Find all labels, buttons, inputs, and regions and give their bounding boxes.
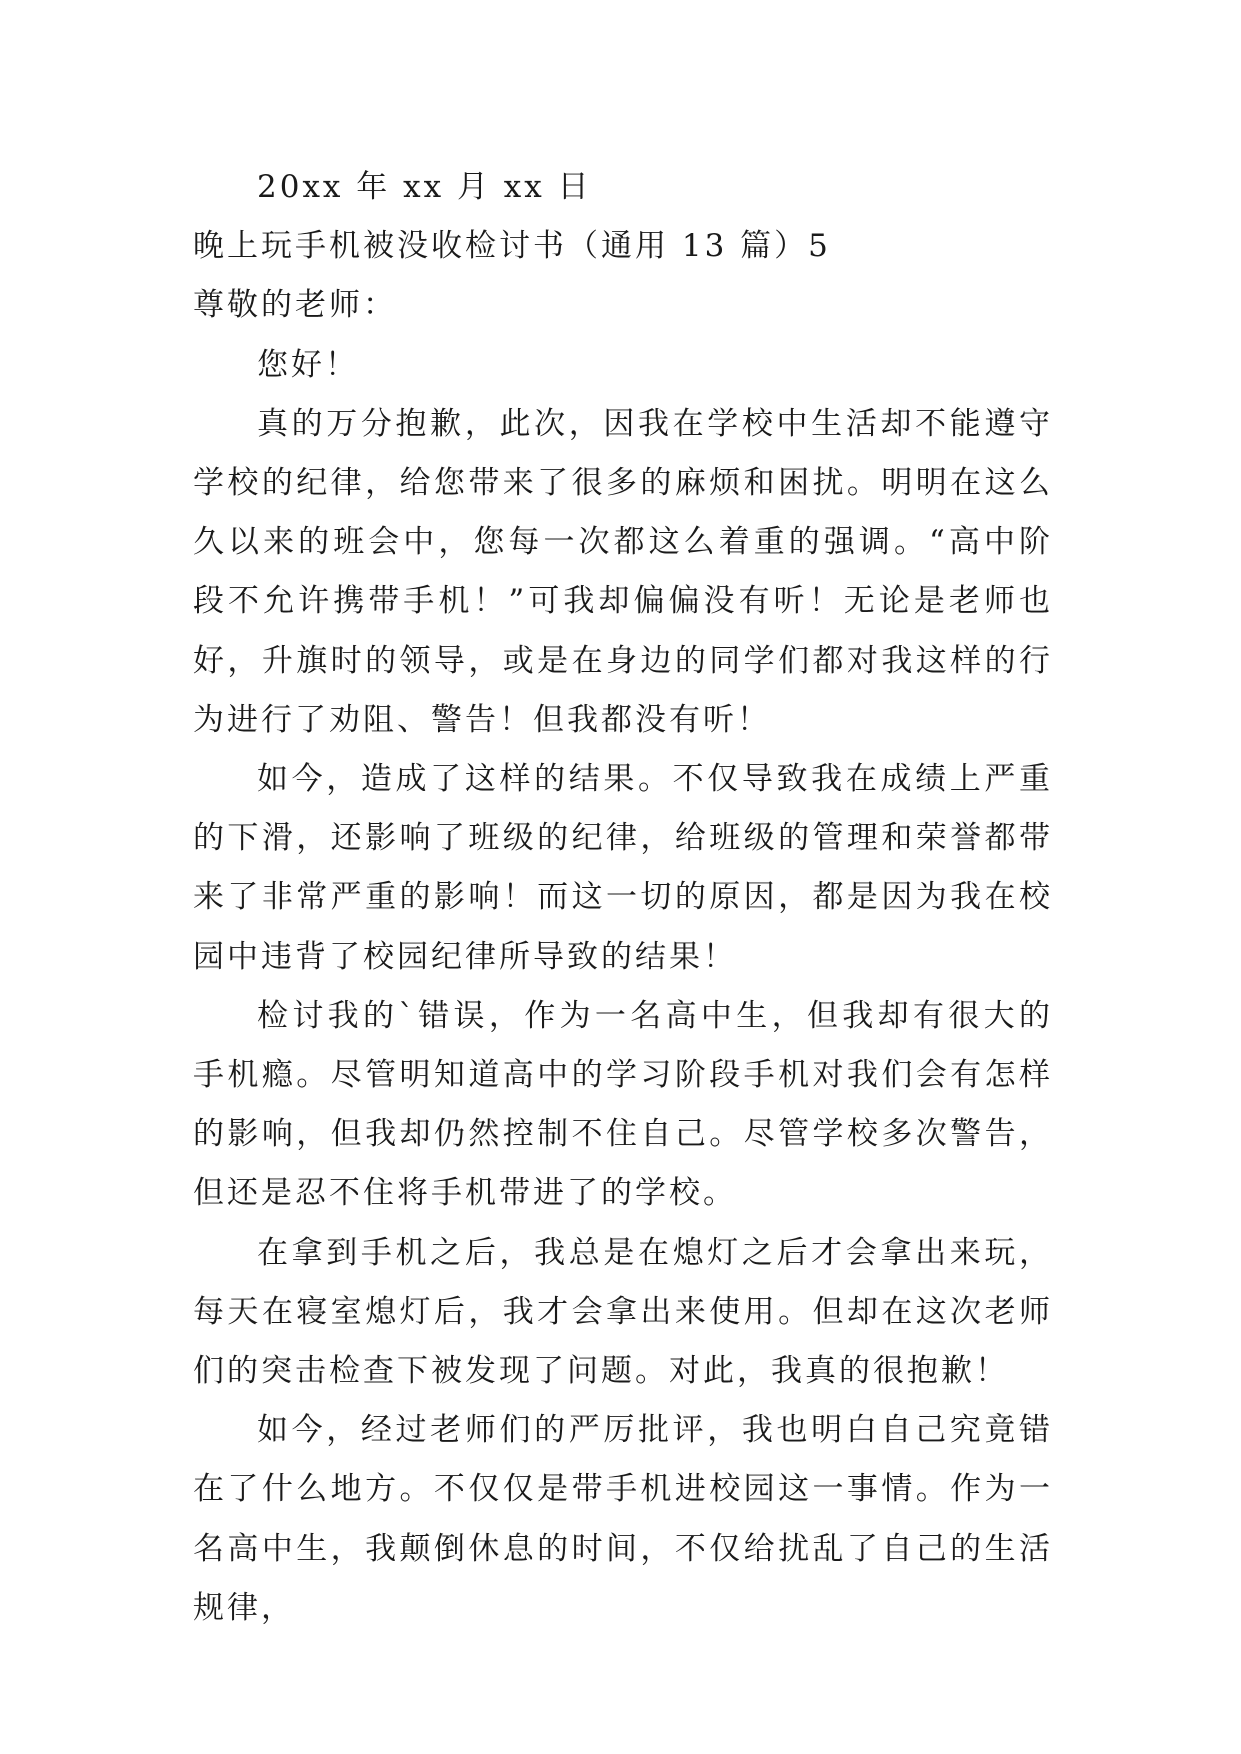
greeting: 您好！ xyxy=(257,346,359,383)
paragraph-1: 真的万分抱歉，此次，因我在学校中生活却不能遵守学校的纪律，给您带来了很多的麻烦和困扰。明明在这么久以来的班会中，您每一次都这么着重的强调。“高中阶段不允许携带手机！”可我却偏偏没有听！无论是老师也好，升旗时的领导，或是在身边的同学们都对我这样的行为进行了劝阻、警告！但我都没有听！ xyxy=(193,405,1053,738)
paragraph-3: 检讨我的`错误，作为一名高中生，但我却有很大的手机瘾。尽管明知道高中的学习阶段手机对我们会有怎样的影响，但我却仍然控制不住自己。尽管学校多次警告，但还是忍不住将手机带进了的学校。 xyxy=(193,997,1053,1212)
date-line: 20xx 年 xx 月 xx 日 xyxy=(257,169,592,205)
salutation: 尊敬的老师： xyxy=(193,287,397,324)
paragraph-2: 如今，造成了这样的结果。不仅导致我在成绩上严重的下滑，还影响了班级的纪律，给班级的管理和荣誉都带来了非常严重的影响！而这一切的原因，都是因为我在校园中违背了校园纪律所导致的结果！ xyxy=(193,761,1053,975)
document-title: 晚上玩手机被没收检讨书（通用 13 篇）5 xyxy=(193,228,831,265)
document-body xyxy=(193,158,1053,1638)
paragraph-5: 如今，经过老师们的严厉批评，我也明白自己究竟错在了什么地方。不仅仅是带手机进校园这一事情。作为一名高中生，我颠倒休息的时间，不仅给扰乱了自己的生活规律， xyxy=(193,1412,1053,1626)
paragraph-4: 在拿到手机之后，我总是在熄灯之后才会拿出来玩，每天在寝室熄灯后，我才会拿出来使用。但却在这次老师们的突击检查下被发现了问题。对此，我真的很抱歉！ xyxy=(193,1234,1053,1390)
